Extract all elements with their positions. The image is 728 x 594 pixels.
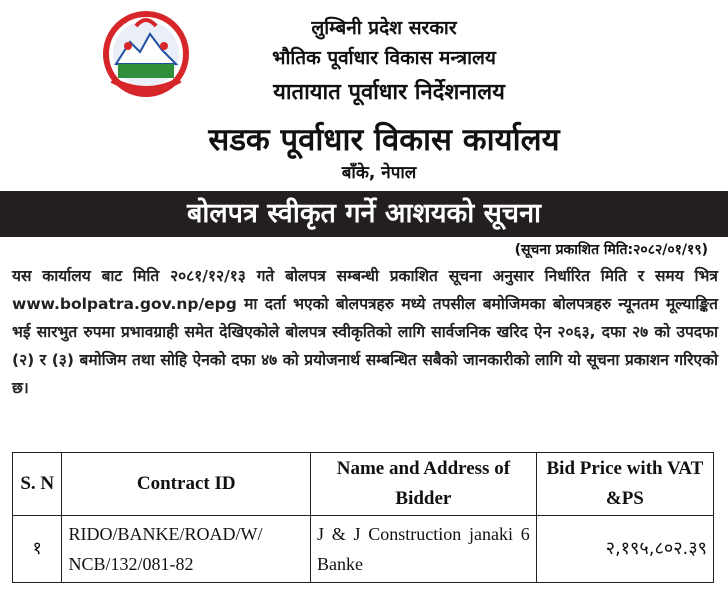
header-location: बाँके, नेपाल bbox=[341, 163, 417, 183]
table-header-row bbox=[13, 453, 714, 516]
table-row bbox=[13, 516, 714, 583]
header-line-province: लुम्बिनी प्रदेश सरकार bbox=[311, 17, 457, 39]
header-bid-price: Bid Price with VAT &PS bbox=[536, 453, 713, 516]
cell-sn: १ bbox=[13, 516, 62, 583]
header-name-address: Name and Address of Bidder bbox=[310, 453, 536, 516]
bid-table bbox=[12, 452, 714, 583]
header-line-ministry: भौतिक पूर्वाधार विकास मन्त्रालय bbox=[272, 47, 496, 69]
notice-title-banner: बोलपत्र स्वीकृत गर्ने आशयको सूचना bbox=[0, 191, 728, 237]
header-office-name: सडक पूर्वाधार विकास कार्यालय bbox=[208, 122, 560, 158]
cell-bid-price: २,१९५,८०२.३९ bbox=[536, 516, 713, 583]
header-contract-id: Contract ID bbox=[62, 453, 311, 516]
notice-body: यस कार्यालय बाट मिति २०८१/१२/१३ गते बोलपत्र सम्बन्धी प्रकाशित सूचना अनुसार निर्धारित मिति र समय भित्र www.bolpatra.gov.np/epg मा दर्ता भएको बोलपत्रहरु मध्ये तपसील बमोजिमका बोलपत्रहरु न्यूनतम मूल्याङ्कित भई सारभुत रुपमा प्रभावग्राही समेत देखिएकोले बोलपत्र स्वीकृतिको लागि सार्वजनिक खरिद ऐन २०६३, दफा २७ को उपदफा (२) र (३) बमोजिम तथा सोहि ऐनको दफा ४७ को प्रयोजनार्थ सम्बन्धित सबैको जानकारीको लागि यो सूचना प्रकाशन गरिएको छ। bbox=[12, 267, 718, 397]
header-line-directorate: यातायात पूर्वाधार निर्देशनालय bbox=[273, 80, 505, 105]
letterhead bbox=[0, 0, 728, 190]
cell-contract-id: RIDO/BANKE/ROAD/W/ NCB/132/081-82 bbox=[62, 516, 311, 583]
publication-date: (सूचना प्रकाशित मिति:२०८२/०१/१९) bbox=[514, 242, 708, 258]
cell-name-address: J & J Construction janaki 6 Banke bbox=[310, 516, 536, 583]
header-sn: S. N bbox=[13, 453, 62, 516]
